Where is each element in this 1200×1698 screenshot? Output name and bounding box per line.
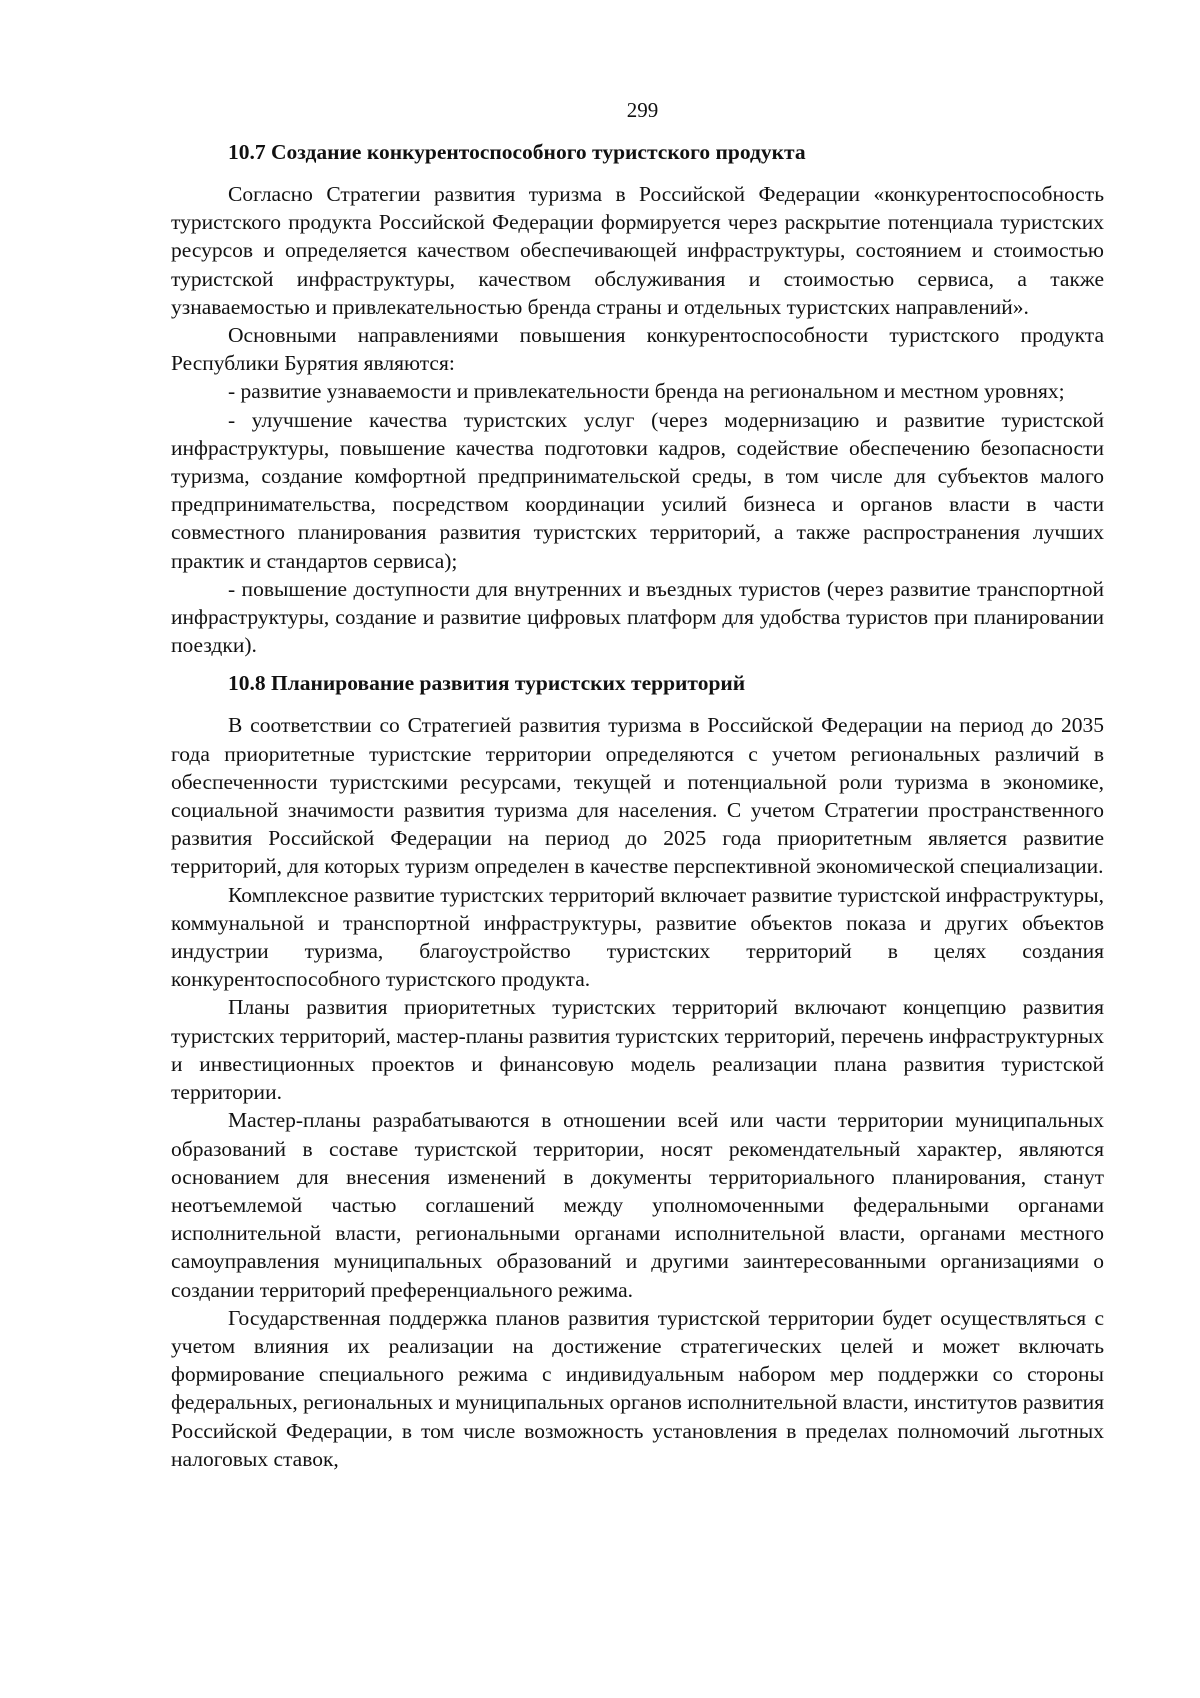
paragraph: В соответствии со Стратегией развития туризма в Российской Федерации на период до 2035 года приоритетные туристские территории определяются с учетом региональных различий в обеспеченности туристскими ресурсами, текущей и потенциальной роли туризма в экономике, социальной значимости развития туризма для населения. С учетом Стратегии пространственного развития Российской Федерации на период до 2025 года приоритетным является развитие территорий, для которых туризм определен в качестве перспективной экономической специализации.	[171, 713, 1104, 879]
section-heading: 10.8 Планирование развития туристских территорий	[228, 671, 746, 696]
paragraph: Согласно Стратегии развития туризма в Российской Федерации «конкурентоспособность туристского продукта Российской Федерации формируется через раскрытие потенциала туристских ресурсов и определяется качеством обеспечивающей инфраструктуры, состоянием и стоимостью туристской инфраструктуры, качеством обслуживания и стоимостью сервиса, а также узнаваемостью и привлекательностью бренда страны и отдельных туристских направлений».	[171, 182, 1104, 319]
paragraph: Комплексное развитие туристских территорий включает развитие туристской инфраструктуры, коммунальной и транспортной инфраструктуры, развитие объектов показа и других объектов индустрии туризма, благоустройство туристских территорий в целях создания конкурентоспособного туристского продукта.	[171, 882, 1104, 992]
list-item: - улучшение качества туристских услуг (через модернизацию и развитие туристской инфраструктуры, повышение качества подготовки кадров, содействие обеспечению безопасности туризма, создание комфортной предпринимательской среды, в том числе для субъектов малого предпринимательства, посредством координации усилий бизнеса и органов власти в части совместного планирования развития туристских территорий, а также распространения лучших практик и стандартов сервиса);	[171, 407, 1104, 573]
section-spacer	[171, 659, 1104, 669]
section-heading: 10.7 Создание конкурентоспособного туристского продукта	[228, 140, 806, 164]
section-10-7	[171, 138, 1104, 659]
paragraph: Планы развития приоритетных туристских территорий включают концепцию развития туристских территорий, мастер-планы развития туристских территорий, перечень инфраструктурных и инвестиционных проектов и финансовую модель реализации плана развития туристской территории.	[171, 995, 1104, 1105]
section-10-8	[171, 669, 1104, 1472]
list-item: - повышение доступности для внутренних и въездных туристов (через развитие транспортной инфраструктуры, создание и развитие цифровых платформ для удобства туристов при планировании поездки).	[171, 576, 1104, 658]
paragraph: Мастер-планы разрабатываются в отношении всей или части территории муниципальных образований в составе туристской территории, носят рекомендательный характер, являются основанием для внесения изменений в документы территориального планирования, станут неотъемлемой частью соглашений между уполномоченными федеральными органами исполнительной власти, региональными органами исполнительной власти, органами местного самоуправления муниципальных образований и другими заинтересованными организациями о создании территорий преференциального режима.	[171, 1108, 1104, 1302]
paragraph: Государственная поддержка планов развития туристской территории будет осуществляться с учетом влияния их реализации на достижение стратегических целей и может включать формирование специального режима с индивидуальным набором мер поддержки со стороны федеральных, региональных и муниципальных органов исполнительной власти, институтов развития Российской Федерации, в том числе возможность установления в пределах полномочий льготных налоговых ставок,	[171, 1305, 1104, 1471]
list-item: - развитие узнаваемости и привлекательности бренда на региональном и местном уровнях;	[228, 379, 1065, 404]
paragraph: Основными направлениями повышения конкурентоспособности туристского продукта Республики Бурятия являются:	[171, 323, 1104, 376]
document-page	[171, 96, 1104, 1473]
page-number: 299	[626, 98, 659, 122]
